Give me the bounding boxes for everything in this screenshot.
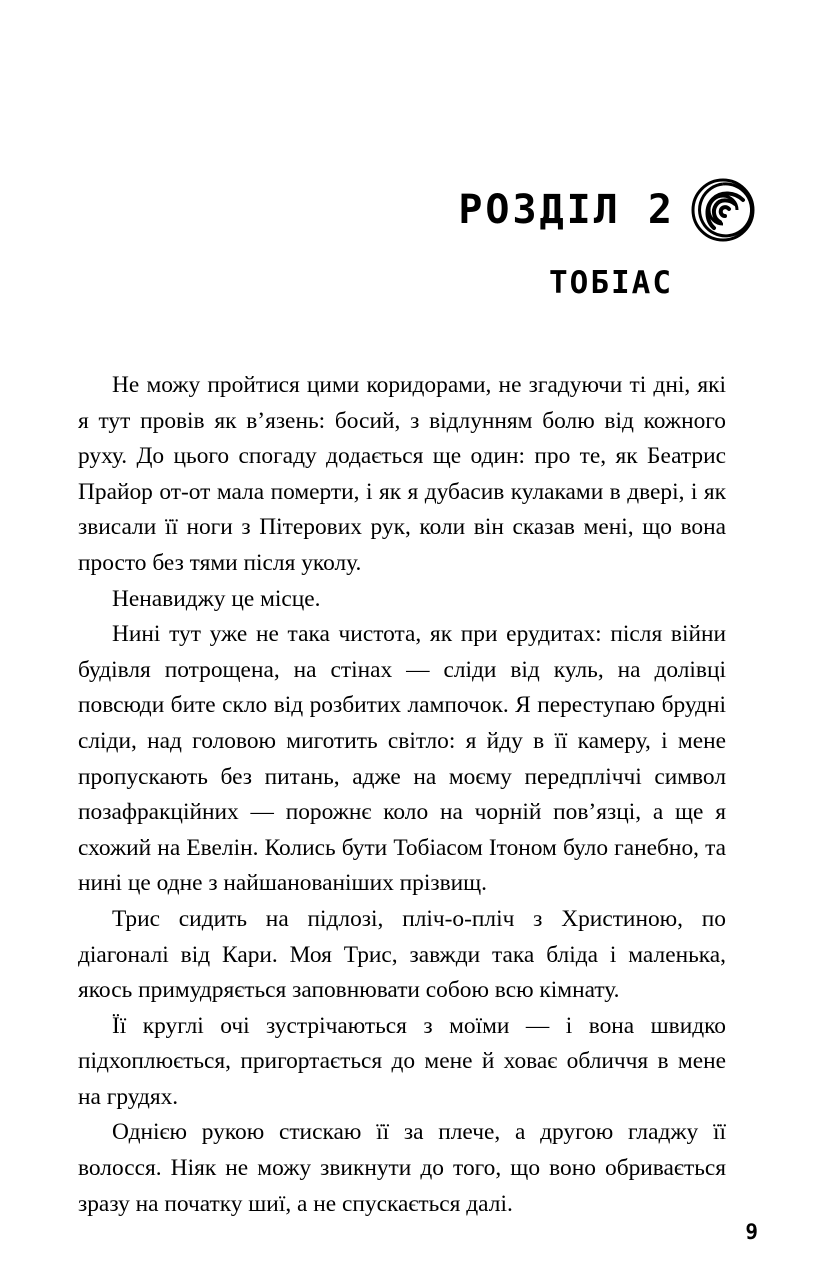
paragraph: Її круглі очі зустрічаються з моїми — і вона швидко підхоплюється, пригортається до мене й ховає обличчя в мене на грудях.	[78, 1012, 726, 1110]
chapter-header	[135, 178, 755, 299]
paragraph: Однією рукою стискаю її за плече, а другою гладжу її волосся. Ніяк не можу звикнути до того, що воно обривається зразу на початку шиї, а не спускається далі.	[78, 1119, 726, 1217]
page-number: 9	[745, 1220, 759, 1244]
spiral-emblem-icon	[691, 178, 755, 242]
paragraph: Ненавиджу це місце.	[112, 585, 321, 612]
chapter-subtitle: ТОБІАС	[549, 265, 673, 301]
chapter-title-row	[135, 178, 755, 242]
paragraph: Не можу пройтися цими коридорами, не згадуючи ті дні, які я тут провів як в’язень: босий, з відлунням болю від кожного руху. До цього спогаду додається ще один: про те, як Беатрис Прайор от-от мала померти, і як я дубасив кулаками в двері, і як звисали її ноги з Пітерових рук, коли він сказав мені, що вона просто без тями після уколу.	[78, 372, 726, 576]
page-title: РОЗДІЛ 2	[458, 187, 675, 233]
body-text	[78, 368, 726, 1222]
paragraph: Трис сидить на підлозі, пліч-о-пліч з Христиною, по діагоналі від Кари. Моя Трис, завжди така бліда і маленька, якось примудряється заповнювати собою всю кімнату.	[78, 905, 726, 1004]
paragraph: Нині тут уже не така чистота, як при ерудитах: після війни будівля потрощена, на стінах — сліди від куль, на долівці повсюди бите скло від розбитих лампочок. Я переступаю брудні сліди, над головою миготить світло: я йду в її камеру, і мене пропускають без питань, адже на моєму передпліччі символ позафракційних — порожнє коло на чорній пов’язці, а ще я схожий на Евелін. Колись бути Тобіасом Ітоном було ганебно, та нині це одне з найшанованіших прізвищ.	[78, 621, 726, 897]
